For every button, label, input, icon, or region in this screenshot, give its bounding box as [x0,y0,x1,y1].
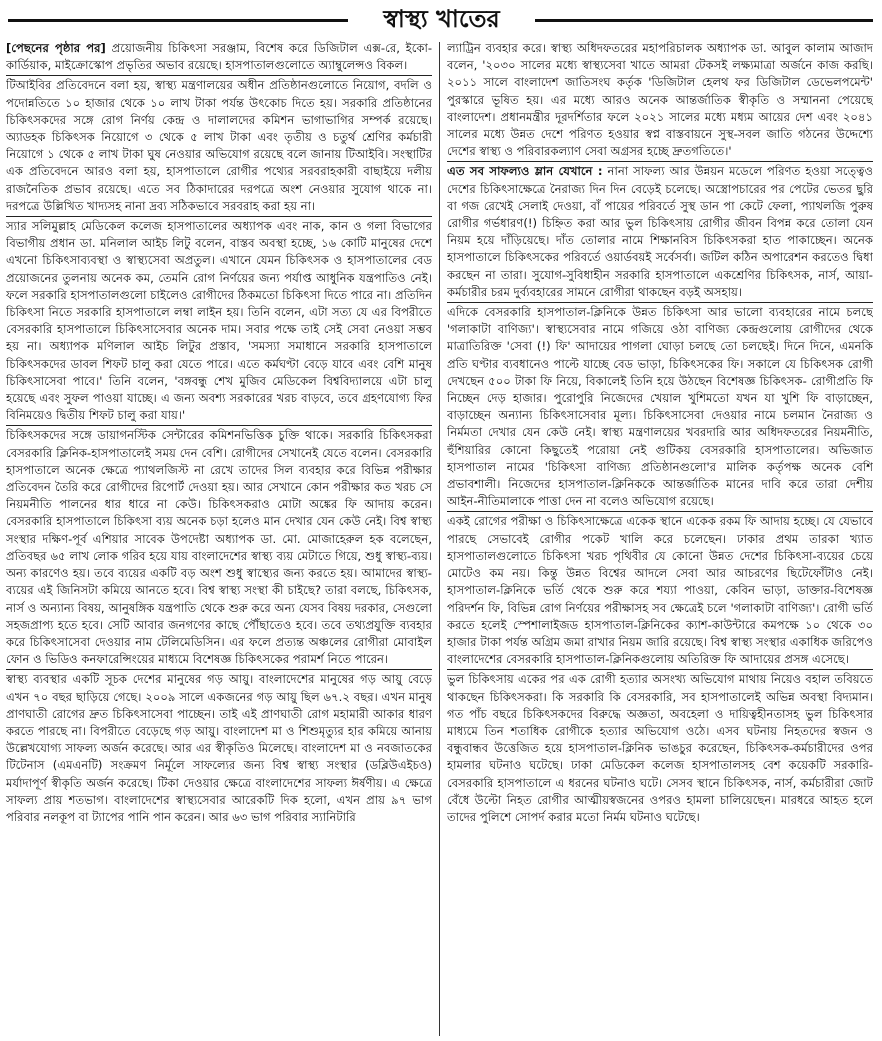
paragraph [447,161,873,301]
column-divider [439,42,440,1036]
paragraph-text: ল্যাট্রিন ব্যবহার করে। স্বাস্থ্য অধিদফতরের মহাপরিচালক অধ্যাপক ডা. আবুল কালাম আজাদ বলেন, '২০৩০ সালের মধ্যে স্বাস্থ্যসেবা খাতে আমরা টেকসই লক্ষ্যমাত্রা অর্জনে কাজ করছি। ২০১১ সালে বাংলাদেশ জাতিসংঘ কর্তৃক 'ডিজিটাল হেলথ ফর ডিজিটাল ডেভেলপমেন্ট' পুরস্কারে ভূষিত হয়। এর মধ্যে আরও অনেক আন্তর্জাতিক স্বীকৃতি ও সম্মাননা পেয়েছে বাংলাদেশ। প্রধানমন্ত্রীর দূরদর্শিতার ফলে ২০২১ সালের মধ্যে মধ্যম আয়ের দেশ এবং ২০৪১ সালের মধ্যে উন্নত দেশে পরিণত হওয়ার স্বপ্ন বাস্তবায়নে সুস্থ-সবল জাতি গঠনের উদ্দেশ্যে দেশের স্বাস্থ্য ও পরিবারকল্যাণ সেবা অগ্রসর হচ্ছে দ্রুতগতিতে।' [447,41,873,159]
paragraph [6,75,432,215]
paragraph-text: টিআইবির প্রতিবেদনে বলা হয়, স্বাস্থ্য মন্ত্রণালয়ের অধীন প্রতিষ্ঠানগুলোতে নিয়োগ, বদলি ও পদোন্নতিতে ১০ হাজার থেকে ১০ লাখ টাকা পর্যন্ত উৎকোচ দিতে হয়। সরকারি প্রতিষ্ঠানের চিকিৎসকদের সঙ্গে রোগ নির্ণয় কেন্দ্র ও দালালদের কমিশন ভাগাভাগির সম্পর্ক রয়েছে। অ্যাডহক চিকিৎসক নিয়োগে ৩ থেকে ৫ লাখ টাকা এবং তৃতীয় ও চতুর্থ শ্রেণির কর্মচারী নিয়োগে ১ থেকে ৫ লাখ টাকা ঘুষ নেওয়ার অভিযোগ রয়েছে বলে জানায় টিআইবি। সংস্থাটির এক প্রতিবেদনে আরও বলা হয়, হাসপাতালে রোগীর পথ্যের সরবরাহকারী বাছাইয়ে দলীয় রাজনৈতিক প্রভাব রয়েছে। এতে সব ঠিকাদারের দরপত্রে অংশ নেওয়ার সুযোগ থাকে না। দরপত্রে উল্লিখিত খাদ্যসহ নানা দ্রব্য সঠিকভাবে সরবরাহ করা হয় না। [6,78,432,213]
paragraph-text: একই রোগের পরীক্ষা ও চিকিৎসাক্ষেত্রে একেক স্থানে একেক রকম ফি আদায় হচ্ছে। যে যেভাবে পারছে সেভাবেই রোগীর পকেট খালি করে চলেছেন। ঢাকার প্রথম তারকা খ্যাত হাসপাতালগুলোতে চিকিৎসা খরচ পৃথিবীর যে কোনো উন্নত দেশের চিকিৎসা-ব্যয়ের চেয়ে মোটেও কম নয়। কিন্তু উন্নত বিশ্বের আদলে সেবা আর আচরণের ছিটেফোঁটাও নেই। হাসপাতাল-ক্লিনিকে ভর্তি থেকে শুরু করে শয্যা পাওয়া, কেবিন ভাড়া, ডাক্তার-বিশেষজ্ঞ পরিদর্শন ফি, বিভিন্ন রোগ নির্ণয়ের পরীক্ষাসহ সব ক্ষেত্রেই চলে 'গলাকাটা বাণিজ্য'। রোগী ভর্তি করতে হলেই স্পেশালাইজড হাসপাতাল-ক্লিনিকের ক্যাশ-কাউন্টারে কমপক্ষে ১০ থেকে ৩০ হাজার টাকা পর্যন্ত অগ্রিম জমা রাখার নিয়ম জারি রয়েছে। বিশ্ব স্বাস্থ্য সংস্থার একাধিক জরিপেও বাংলাদেশের বেসরকারি হাসপাতাল-ক্লিনিকগুলোয় অতিরিক্ত ফি আদায়ের প্রসঙ্গ এসেছে। [447,514,873,667]
paragraph-text: চিকিৎসকদের সঙ্গে ডায়াগনস্টিক সেন্টারের কমিশনভিত্তিক চুক্তি থাকে। সরকারি চিকিৎসকরা বেসরকারি ক্লিনিক-হাসপাতালেই সময় দেন বেশি। রোগীদের সেখানেই যেতে বলেন। বেসরকারি হাসপাতালে অনেক ক্ষেত্রে প্যাথলজিস্ট না রেখে তাদের সিল ব্যবহার করে বিভিন্ন পরীক্ষার প্রতিবেদন তৈরি করে রোগীদের রিপোর্ট দেওয়া হয়। আর সেখানে কোন পরীক্ষার কত খরচ সে নিয়মনীতি পালনের ধার ধারে না কেউ। চিকিৎসকরাও মোটা অঙ্কের ফি আদায় করেন। বেসরকারি হাসপাতালে চিকিৎসা ব্যয় অনেক চড়া হলেও মান দেখার যেন কেউ নেই। বিশ্ব স্বাস্থ্য সংস্থার দক্ষিণ-পূর্ব এশিয়ার সাবেক উপদেষ্টা অধ্যাপক ডা. মো. মোজাহেরুল হক বলেছেন, প্রতিবছর ৬৫ লাখ লোক গরিব হয়ে যায় বাংলাদেশের স্বাস্থ্য ব্যয় মেটাতে গিয়ে, শুধু স্বাস্থ্য-ব্যয়। অন্য কারণেও হয়। তবে ব্যয়ের একটি বড় অংশ শুধু স্বাস্থ্যের জন্য করতে হয়। আমাদের স্বাস্থ্য-ব্যয়ের এই জিনিসটা কমিয়ে আনতে হবে। বিশ্ব স্বাস্থ্য সংস্থা কী চাইছে? তারা বলছে, চিকিৎসক, নার্স ও অন্যান্য বিষয়, আনুষঙ্গিক যন্ত্রপাতি থেকে শুরু করে অন্য যেসব বিষয় দরকার, সেগুলো সহজপ্রাপ্য হতে হবে। সেটি আবার জনগণের কাছে পৌঁছাতেও হবে। তবে তথ্যপ্রযুক্তি ব্যবহার করে চিকিৎসাসেবা দেওয়ার নাম টেলিমেডিসিন। এর ফলে প্রত্যন্ত অঞ্চলের রোগীরা মোবাইল ফোন ও ভিডিও কনফারেন্সিংয়ের মাধ্যমে বিশেষজ্ঞ চিকিৎসকের পরামর্শ নিতে পারেন। [6,428,432,667]
paragraph [447,669,873,826]
header-rule-left [8,19,348,22]
paragraph-text: স্যার সলিমুল্লাহ মেডিকেল কলেজ হাসপাতালের অধ্যাপক এবং নাক, কান ও গলা বিভাগের বিভাগীয় প্রধান ডা. মনিলাল আইচ লিটু বলেন, বাস্তব অবস্থা হচ্ছে, ১৬ কোটি মানুষের দেশে এখনো চিকিৎসাব্যবস্থা ও স্বাস্থ্যসেবা অপ্রতুল। এখানে যেমন চিকিৎসক ও হাসপাতালের বেড প্রয়োজনের তুলনায় অনেক কম, তেমনি রোগ নির্ণয়ের জন্য পর্যাপ্ত আধুনিক যন্ত্রপাতিও নেই। ফলে সরকারি হাসপাতালগুলো চাইলেও রোগীদের ঠিকমতো চিকিৎসা দিতে পারে না। প্রতিদিন চিকিৎসা নিতে সরকারি হাসপাতালে লম্বা লাইন হয়। তিনি বলেন, এটা সত্য যে এর বিপরীতে বেসরকারি হাসপাতালে চিকিৎসাসেবার অনেক দাম। সবার পক্ষে তাই সেই সেবা নেওয়া সম্ভব হয় না। অধ্যাপক মণিলাল আইচ লিটুর প্রস্তাব, 'সমস্যা সমাধানে সরকারি হাসপাতালে চিকিৎসকদের ডাবল শিফট চালু করা যেতে পারে। এতে কর্মঘণ্টা বেড়ে যাবে এবং বেশি মানুষ চিকিৎসাসেবা পাবে।' তিনি বলেন, 'বঙ্গবন্ধু শেখ মুজিব মেডিকেল বিশ্ববিদ্যালয়ে এটা চালু হয়েছে এবং সুফল পাওয়া যাচ্ছে। এ জন্য অবশ্য সরকারের খরচ বাড়বে, তবে গ্রহণযোগ্য ফির বিনিময়েও দ্বিতীয় শিফট চালু করা যায়।' [6,219,432,423]
paragraph-text: এদিকে বেসরকারি হাসপাতাল-ক্লিনিকে উন্নত চিকিৎসা আর ভালো ব্যবহারের নামে চলছে 'গলাকাটা বাণিজ্য'। স্বাস্থ্যসেবার নামে গজিয়ে ওঠা বাণিজ্য কেন্দ্রগুলোয় রোগীদের থেকে মাত্রাতিরিক্ত 'সেবা (!) ফি' আদায়ের পাগলা ঘোড়া চলছে তো চলছেই। দিনে দিনে, এমনকি প্রতি ঘণ্টার ব্যবধানেও পাল্টে যাচ্ছে বেড ভাড়া, চিকিৎসকের ফি। সকালে যে চিকিৎসক রোগী দেখছেন ৫০০ টাকা ফি নিয়ে, বিকালেই তিনি হয়ে উঠছেন বিশেষজ্ঞ চিকিৎসক- রোগীপ্রতি ফি নিচ্ছেন দেড় হাজার। পুরোপুরি নিজেদের খেয়াল খুশিমতো যখন যা খুশি ফি বাড়াচ্ছেন, বাড়াচ্ছেন অন্যান্য চিকিৎসাসেবার মূল্য। চিকিৎসাসেবা দেওয়ার নামে চলমান নৈরাজ্য ও নির্মমতা দেখার যেন কেউ নেই। স্বাস্থ্য মন্ত্রণালয়ের খবরদারি আর অধিদফতরের নিয়মনীতি, হুঁশিয়ারির কোনো কিছুতেই পরোয়া নেই গুটিকয় বেসরকারি হাসপাতালের। অভিজাত হাসপাতাল নামের 'চিকিৎসা বাণিজ্য প্রতিষ্ঠানগুলো'র মালিক কর্তৃপক্ষ অনেক বেশি প্রভাবশালী। নিজেদের হাসপাতাল-ক্লিনিককে আন্তর্জাতিক মানের দাবি করে তারা দেশীয় আইন-নীতিমালাকে পাত্তা দেন না বলেও অভিযোগ রয়েছে। [447,305,873,509]
paragraph [6,216,432,424]
right-column [447,40,873,1036]
paragraph [447,302,873,510]
paragraph [447,511,873,668]
paragraph [6,40,432,74]
section-header [0,0,882,40]
left-column [6,40,432,1036]
page-title: স্বাস্থ্য খাতের [383,4,500,33]
paragraph-lead: এত সব সাফল্যও ম্লান যেখানে : [447,164,603,179]
paragraph-text: প্রয়োজনীয় চিকিৎসা সরঞ্জাম, বিশেষ করে ডিজিটাল এক্স-রে, ইকো-কার্ডিয়াক, মাইক্রোস্কোপ প্রভৃতির অভাব রয়েছে। হাসপাতালগুলোতে অ্যাম্বুলেন্সও বিকল। [6,41,432,73]
paragraph [6,425,432,668]
paragraph [447,40,873,160]
paragraph [6,669,432,826]
paragraph-text: নানা সাফল্য আর উন্নয়ন মডেলে পরিণত হওয়া সত্ত্বেও দেশের চিকিৎসাক্ষেত্রে নৈরাজ্য দিন দিন বেড়েই চলেছে। অস্ত্রোপচারের পর পেটের ভেতর ছুরি বা গজ রেখেই সেলাই দেওয়া, বাঁ পায়ের পরিবর্তে সুস্থ ডান পা কেটে ফেলা, প্যাথলজি পুরুষ রোগীর গর্ভধারণ(!) চিহ্নিত করা আর ভুল চিকিৎসায় রোগীর জীবন বিপন্ন করে তোলা যেন নিয়ম হয়ে দাঁড়িয়েছে। দাঁত তোলার নামে শিক্ষানবিস চিকিৎসকরা হাত পাকাচ্ছেন। অনেক হাসপাতালে চিকিৎসকের পরিবর্তে ওয়ার্ডবয়ই সর্বেসর্বা। জটিল কঠিন অপারেশন করতেও দ্বিধা করছেন না তারা। সুযোগ-সুবিধাহীন সরকারি হাসপাতালে একশ্রেণির চিকিৎসক, নার্স, আয়া-কর্মচারীর চরম দুর্ব্যবহারের সামনে রোগীরা থাকছেন বড়ই অসহায়। [447,164,873,299]
paragraph-text: স্বাস্থ্য ব্যবস্থার একটি সূচক দেশের মানুষের গড় আয়ু। বাংলাদেশের মানুষের গড় আয়ু বেড়ে এখন ৭০ বছর ছাড়িয়ে গেছে। ২০০৯ সালে একজনের গড় আয়ু ছিল ৬৭.২ বছর। এখন মানুষ প্রাণঘাতী রোগের দ্রুত চিকিৎসাসেবা পাচ্ছেন। তাই এই প্রাণঘাতী রোগ মহামারী আকার ধারণ করতে পারছে না। বিপরীতে বেড়েছে গড় আয়ু। বাংলাদেশ মা ও শিশুমৃত্যুর হার কমিয়ে আনায় উল্লেখযোগ্য সাফল্য অর্জন করেছে। আর এর স্বীকৃতিও মিলেছে। বাংলাদেশ মা ও নবজাতকের টিটেনাস (এমএনটি) সংক্রমণ নির্মূলে সাফল্যের জন্য বিশ্ব স্বাস্থ্য সংস্থার (ডব্লিউএইচও) মর্যাদাপূর্ণ স্বীকৃতি অর্জন করেছে। টিকা দেওয়ার ক্ষেত্রে বাংলাদেশের সাফল্য ঈর্ষণীয়। এ ক্ষেত্রে সাফল্য প্রায় শতভাগ। বাংলাদেশের স্বাস্থ্যসেবার আরেকটি দিক হলো, এখন প্রায় ৯৭ ভাগ পরিবার নলকূপ বা ট্যাপের পানি পান করেন। আর ৬৩ ভাগ পরিবার স্যানিটারি [6,672,432,824]
paragraph-lead: [পেছনের পৃষ্ঠার পর] [6,41,106,55]
header-rule-right [535,19,873,22]
paragraph-text: ভুল চিকিৎসায় একের পর এক রোগী হত্যার অসংখ্য অভিযোগ মাথায় নিয়েও বহাল তবিয়তে থাকছেন চিকিৎসকরা। কি সরকারি কি বেসরকারি, সব হাসপাতালেই অভিন্ন অবস্থা বিদ্যমান। গত পাঁচ বছরে চিকিৎসকদের বিরুদ্ধে অজ্ঞতা, অবহেলা ও দায়িত্বহীনতাসহ ভুল চিকিৎসার মাধ্যমে তিন শতাধিক রোগীকে হত্যার অভিযোগ ওঠে। এসব ঘটনায় নিহতদের স্বজন ও বন্ধুবান্ধব উত্তেজিত হয়ে হাসপাতাল-ক্লিনিক ভাঙচুর করেছেন, চিকিৎসক-কর্মচারীদের ওপর হামলার ঘটনাও ঘটেছে। ঢাকা মেডিকেল কলেজ হাসপাতালসহ বেশ কয়েকটি সরকারি-বেসরকারি হাসপাতালে এ ধরনের ঘটনাও ঘটে। সেসব স্থানে চিকিৎসক, নার্স, কর্মচারীরা জোট বেঁধে উল্টো নিহত রোগীর আত্মীয়স্বজনের ওপরও হামলা চালিয়েছেন। মারধরে আহত হলে তাদের পুলিশে সোপর্দ করার মতো নির্মম ঘটনাও ঘটেছে। [447,672,873,824]
